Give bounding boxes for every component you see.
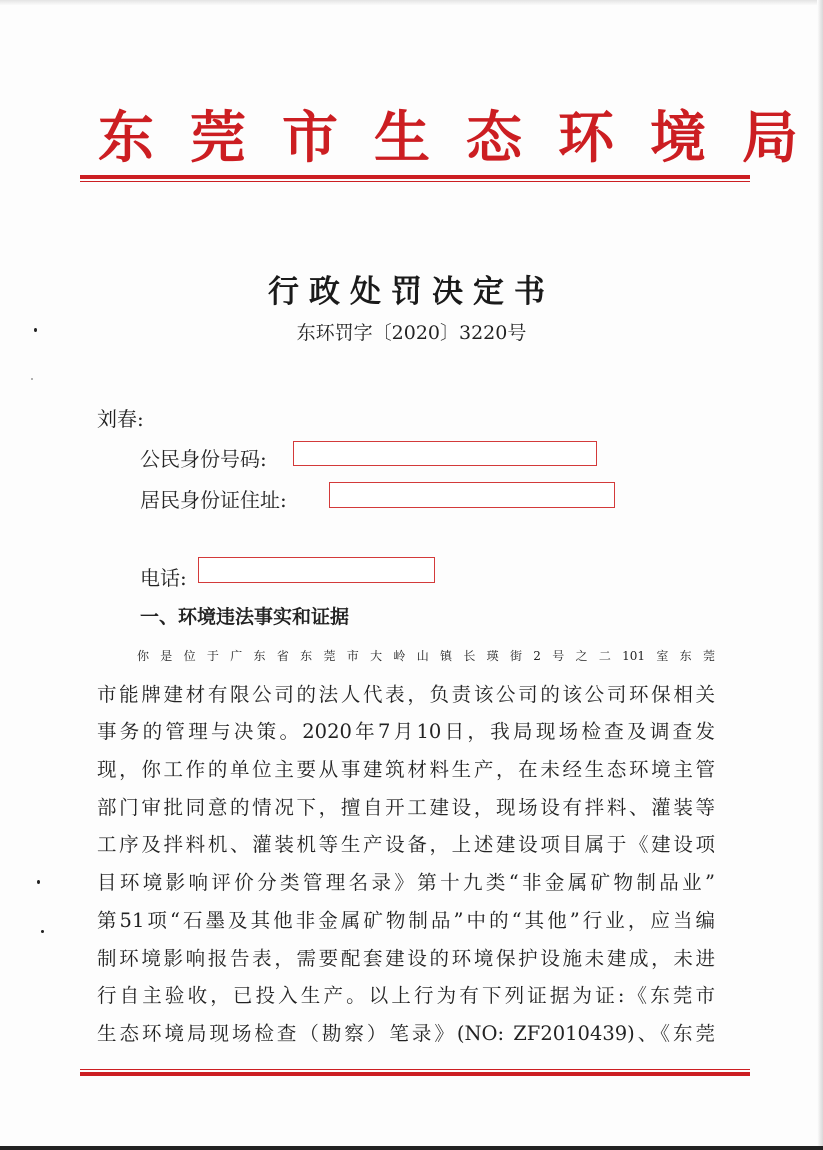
letterhead-char: 环 [558, 105, 614, 171]
body-line: 生态环境局现场检查（勘察）笔录》(NO: ZF2010439)、《东莞 [97, 1021, 715, 1045]
phone-redaction [198, 557, 435, 583]
body-line: 第51项“石墨及其他非金属矿物制品”中的“其他”行业，应当编 [97, 908, 715, 932]
scan-edge-top [0, 0, 823, 6]
body-line: 事务的管理与决策。2020年7月10日，我局现场检查及调查发 [97, 720, 715, 744]
letterhead-char: 境 [650, 105, 706, 171]
body-line: 目环境影响评价分类管理名录》第十九类“非金属矿物制品业” [97, 871, 715, 895]
letterhead-char: 市 [282, 105, 338, 171]
body-line: 部门审批同意的情况下，擅自开工建设，现场设有拌料、灌装等 [97, 795, 715, 819]
addressee: 刘春: [97, 407, 144, 431]
letterhead-char: 局 [742, 105, 798, 171]
body-line: 你是位于广东省东莞市大岭山镇长瑛街2号之二101室东莞 [137, 649, 715, 663]
footer-rule-thin [80, 1069, 750, 1070]
id-number-label: 公民身份号码: [140, 447, 267, 471]
letterhead-char: 莞 [190, 105, 246, 171]
body-line: 制环境影响报告表，需要配套建设的环境保护设施未建成，未进 [97, 946, 715, 970]
letterhead-rule-thin [80, 181, 750, 182]
document-title: 行政处罚决定书 [268, 274, 555, 310]
letterhead-char: 生 [374, 105, 430, 171]
letterhead-rule-thick [80, 175, 750, 179]
section-heading: 一、环境违法事实和证据 [140, 606, 350, 628]
body-line: 现，你工作的单位主要从事建筑材料生产，在未经生态环境主管 [97, 758, 715, 782]
scan-speck [41, 930, 44, 933]
body-line: 工序及拌料机、灌装机等生产设备，上述建设项目属于《建设项 [97, 833, 715, 857]
address-redaction [329, 482, 615, 508]
body-line: 市能牌建材有限公司的法人代表，负责该公司的该公司环保相关 [97, 682, 715, 706]
letterhead [80, 103, 798, 173]
letterhead-char: 态 [466, 105, 522, 171]
address-label: 居民身份证住址: [140, 488, 287, 512]
id-number-redaction [293, 441, 597, 466]
letterhead-char: 东 [98, 105, 154, 171]
footer-rule-thick [80, 1072, 750, 1076]
document-number: 东环罚字〔2020〕3220号 [296, 322, 527, 344]
scan-edge-right [817, 0, 823, 1150]
body-line: 行自主验收，已投入生产。以上行为有下列证据为证:《东莞市 [97, 984, 715, 1008]
body-paragraph [97, 638, 715, 1053]
scan-edge-bottom [0, 1146, 823, 1150]
phone-label: 电话: [140, 566, 187, 590]
scan-speck [37, 880, 40, 884]
scan-speck [31, 378, 33, 380]
